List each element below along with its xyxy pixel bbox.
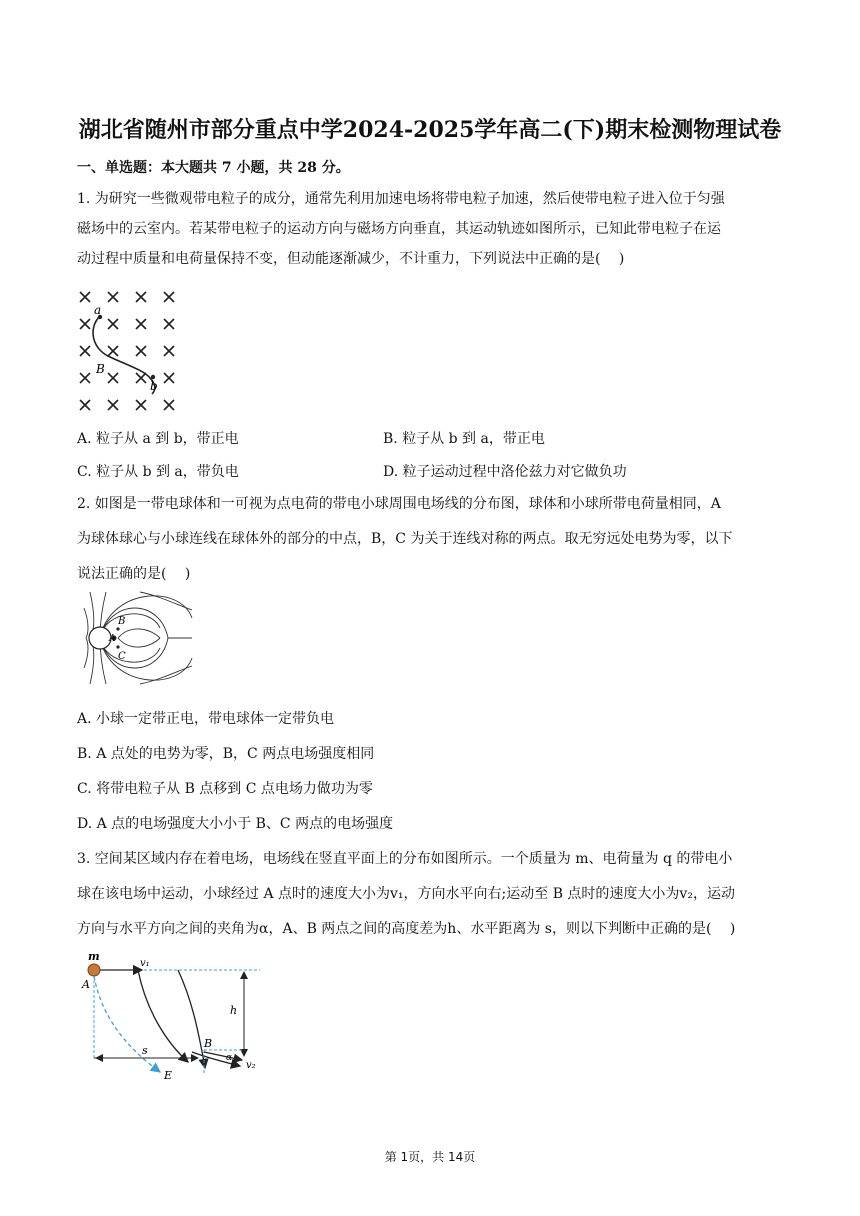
label-m: m <box>88 950 100 963</box>
q3-line-1: 3. 空间某区域内存在着电场，电场线在竖直平面上的分布如图所示。一个质量为 m、电荷量为 q 的带电小 <box>77 851 733 867</box>
label-B: B <box>118 616 126 627</box>
q1-magnetic-field-figure <box>74 286 184 416</box>
q1-line-1: 1. 为研究一些微观带电粒子的成分，通常先利用加速电场将带电粒子加速，然后使带电粒子进入位于匀强 <box>77 191 725 207</box>
charged-ball <box>88 964 100 976</box>
label-B: B <box>96 362 105 376</box>
q1-line-3: 动过程中质量和电荷量保持不变，但动能逐渐减少，不计重力，下列说法中正确的是( ) <box>77 251 625 267</box>
q2-option-b: B. A 点处的电势为零，B，C 两点电场强度相同 <box>77 746 375 762</box>
label-C: C <box>118 651 126 662</box>
label-a: a <box>94 303 102 317</box>
q2-option-d: D. A 点的电场强度大小小于 B、C 两点的电场强度 <box>77 816 394 832</box>
q1-line-2: 磁场中的云室内。若某带电粒子的运动方向与磁场方向垂直，其运动轨迹如图所示，已知此带电粒子在运 <box>77 221 721 237</box>
label-h: h <box>230 1004 238 1017</box>
q1-option-d: D. 粒子运动过程中洛伦兹力对它做负功 <box>383 464 627 480</box>
page-footer: 第 1页，共 14页 <box>384 1150 476 1164</box>
section-heading: 一、单选题：本大题共 7 小题，共 28 分。 <box>77 160 350 176</box>
q2-line-1: 2. 如图是一带电球体和一可视为点电荷的带电小球周围电场线的分布图，球体和小球所带电荷量相同，A <box>77 496 721 512</box>
exam-title: 湖北省随州市部分重点中学2024-2025学年高二(下)期末检测物理试卷 <box>78 117 782 143</box>
q3-line-2: 球在该电场中运动，小球经过 A 点时的速度大小为v₁，方向水平向右;运动至 B 点时的速度大小为v₂，运动 <box>77 886 735 902</box>
label-alpha: α <box>226 1053 233 1063</box>
q1-option-b: B. 粒子从 b 到 a，带正电 <box>383 431 545 447</box>
label-v2: v₂ <box>246 1060 256 1071</box>
q1-option-a: A. 粒子从 a 到 b，带正电 <box>77 431 239 447</box>
q2-option-a: A. 小球一定带正电，带电球体一定带负电 <box>77 711 335 727</box>
label-A: A <box>82 978 90 991</box>
label-s: s <box>142 1044 148 1057</box>
q1-option-c: C. 粒子从 b 到 a，带负电 <box>77 464 239 480</box>
label-A: A <box>109 634 116 644</box>
label-v1: v₁ <box>140 958 150 969</box>
label-E: E <box>164 1069 173 1082</box>
label-b: b <box>150 379 158 393</box>
q2-option-c: C. 将带电粒子从 B 点移到 C 点电场力做功为零 <box>77 781 373 797</box>
q2-field-lines-figure <box>80 588 196 700</box>
q2-line-2: 为球体球心与小球连线在球体外的部分的中点，B，C 为关于连线对称的两点。取无穷远处电势为零，以下 <box>77 531 733 547</box>
q2-line-3: 说法正确的是( ) <box>77 566 191 582</box>
q3-electric-field-figure <box>80 950 270 1082</box>
charged-sphere <box>89 627 111 649</box>
label-B: B <box>204 1037 213 1050</box>
q3-line-3: 方向与水平方向之间的夹角为α，A、B 两点之间的高度差为h、水平距离为 s，则以下判断中正确的是( ) <box>77 921 736 937</box>
